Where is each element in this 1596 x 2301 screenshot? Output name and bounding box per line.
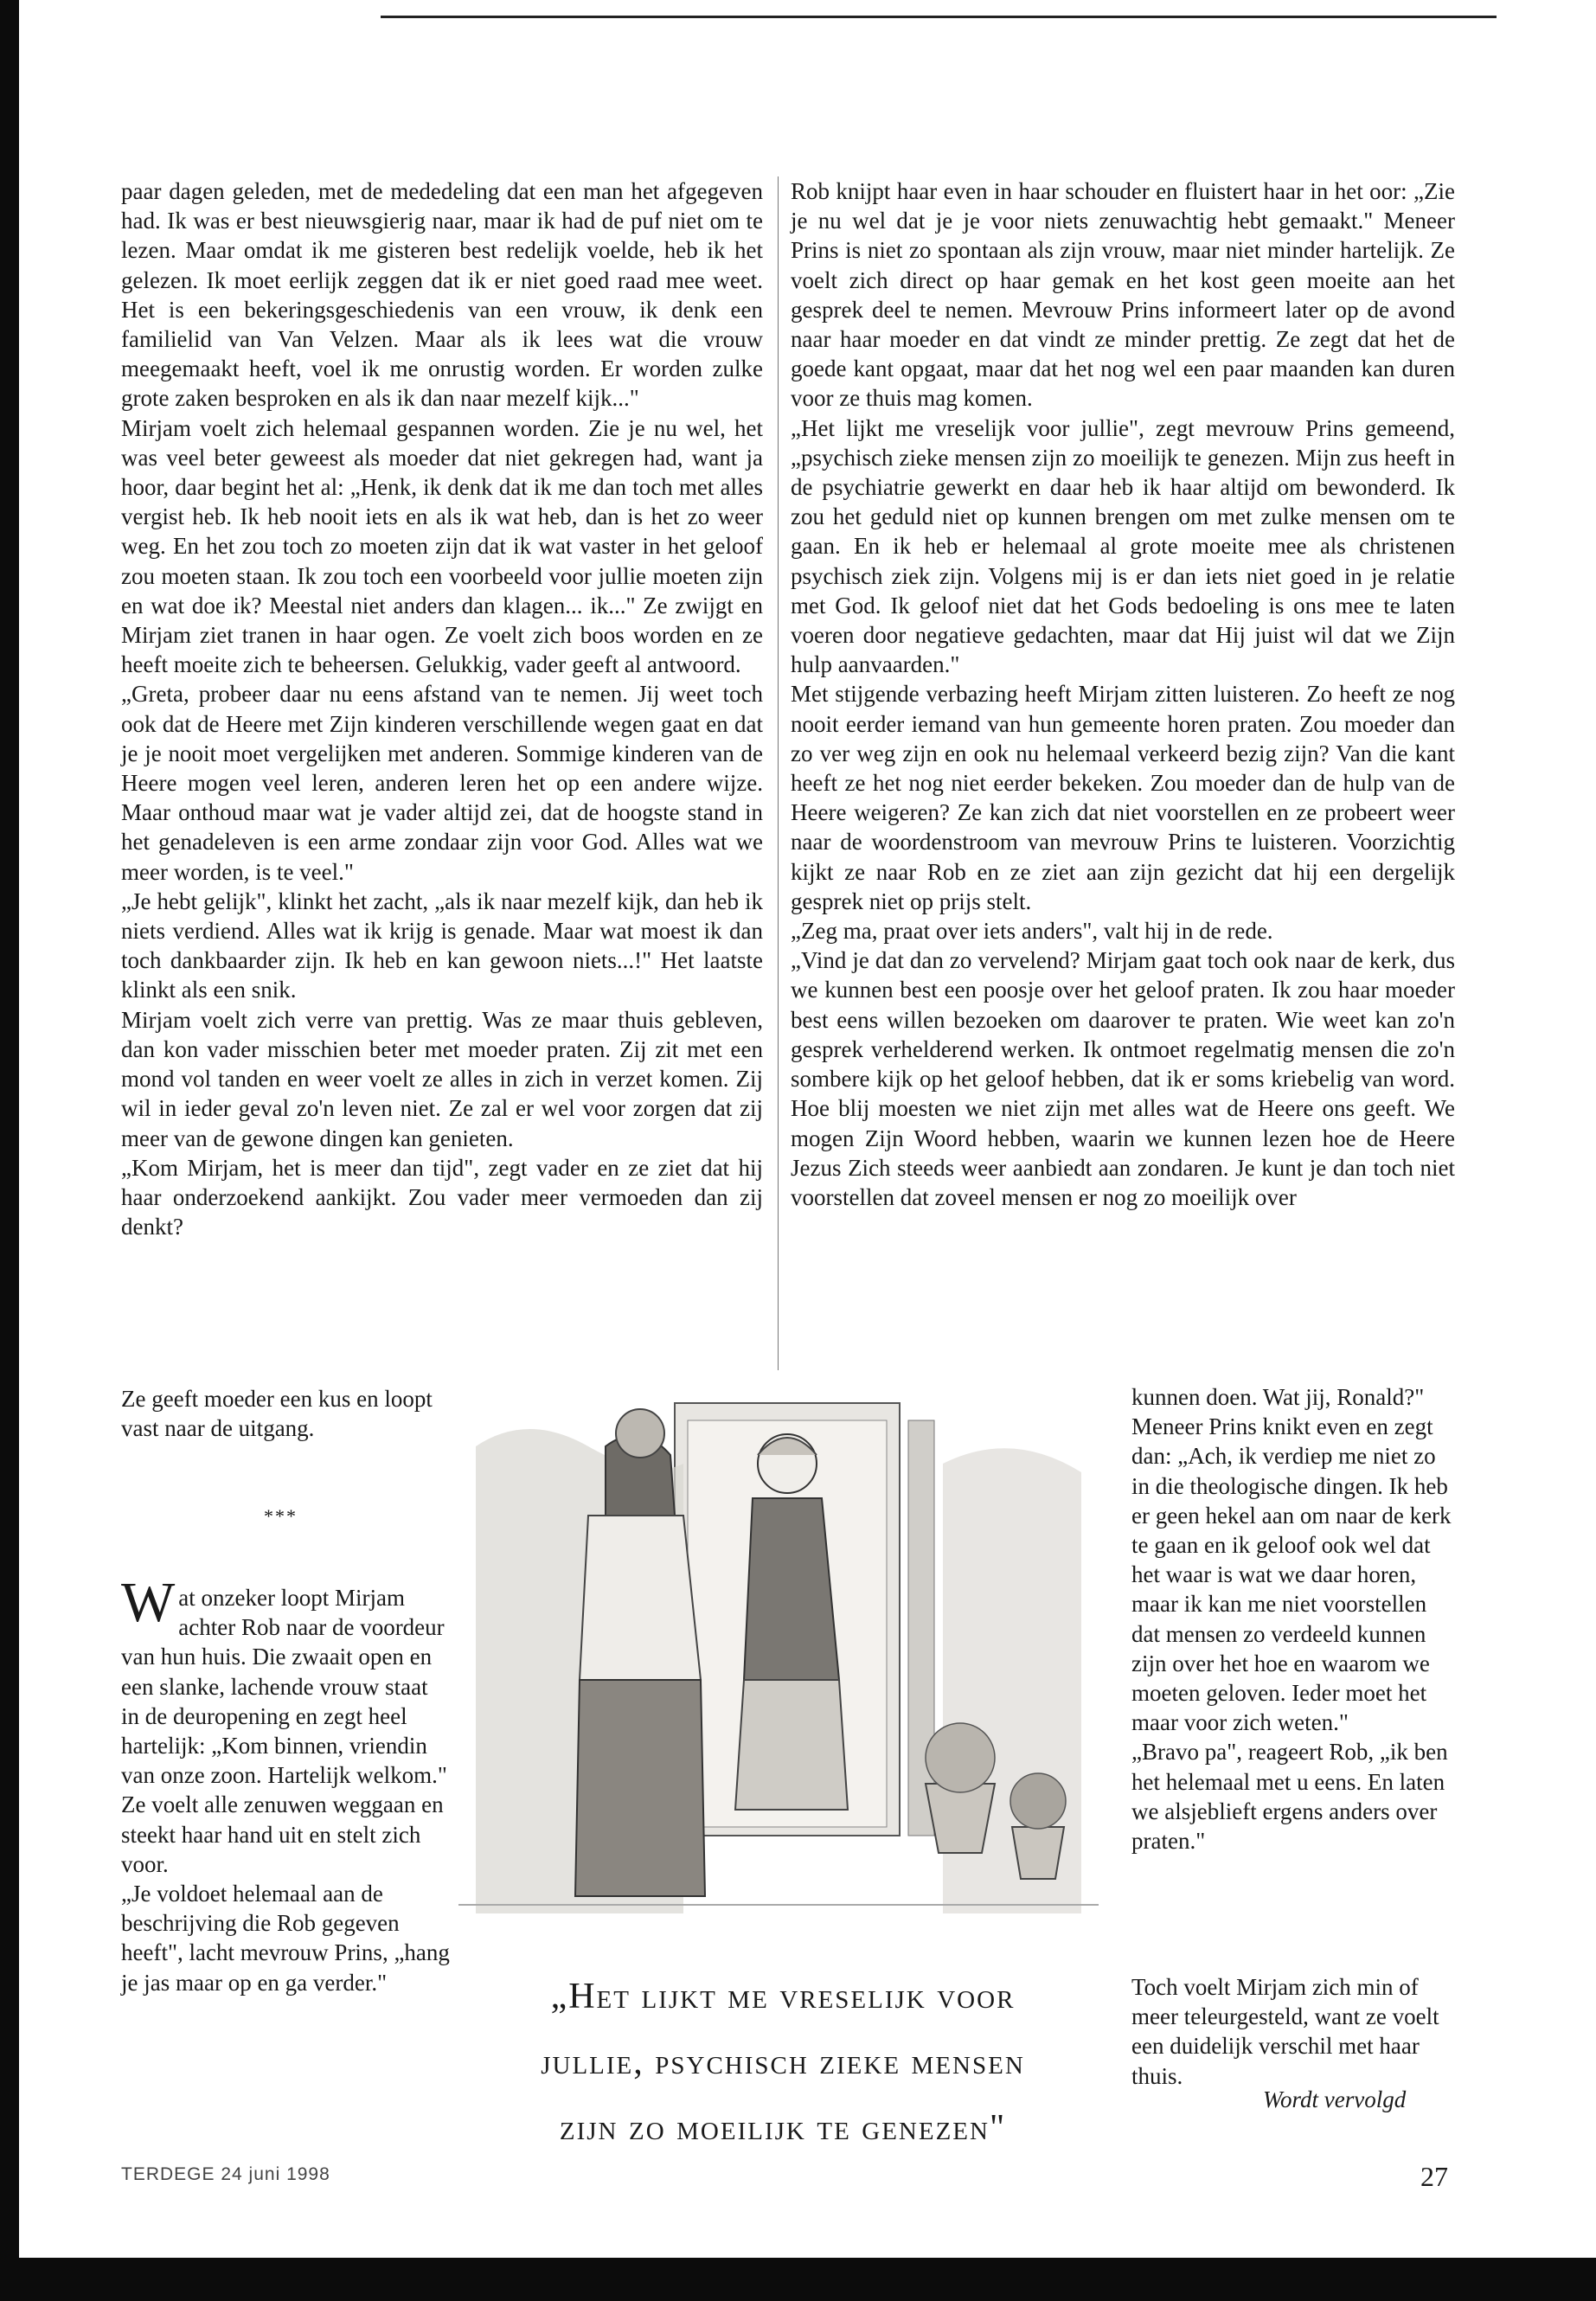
pull-quote-line: „Het lijkt me vreselijk voor [550, 1977, 1016, 2016]
paragraph: Mirjam voelt zich helemaal gespannen worden. Zie je nu wel, het was veel beter geweest als moeder dat niet gekregen had, want ja hoor, daar begint het al: „Henk, ik denk dat ik me dan toch met alles vergist heb. Ik heb nooit iets en als ik wat heb, dan is het zo weer weg. En het zou toch zo moeten zijn dat ik wat vaster in het geloof zou moeten staan. Ik zou toch een voorbeeld voor jullie moeten zijn en wat doe ik? Meestal niet anders dan klagen... ik..." Ze zwijgt en Mirjam ziet tranen in haar ogen. Ze voelt zich boos worden en ze heeft moeite zich te beheersen. Gelukkig, vader geeft al antwoord. [121, 414, 763, 678]
paragraph: „Je hebt gelijk", klinkt het zacht, „als ik naar mezelf kijk, dan heb ik niets verdiend. Alles wat ik krijg is genade. Maar wat moest ik dan toch dankbaarder zijn. Ik heb en kan gewoon niets...!" Het laatste klinkt als een snik. [121, 888, 763, 1003]
column-divider [778, 176, 779, 1370]
right-column [791, 176, 1455, 1212]
continued-note: Wordt vervolgd [1263, 2086, 1407, 2112]
paragraph: Met stijgende verbazing heeft Mirjam zitten luisteren. Zo heeft ze nog nooit eerder iemand van hun gemeente horen praten. Zou moeder dan zo ver weg zijn en ook nu helemaal verkeerd bezig zijn? Van die kant heeft ze het nog niet eerder bekeken. Zou moeder dan de hulp van de Heere weigeren? Ze kan zich dat niet voorstellen en ze probeert weer naar de woordenstroom van mevrouw Prins te luisteren. Voorzichtig kijkt ze naar Rob en ze ziet aan zijn gezicht dat hij een dergelijk gesprek niet op prijs stelt. [791, 681, 1455, 914]
story-section [121, 1571, 450, 1997]
right-column-continuation [1131, 1382, 1458, 1856]
closing-paragraph: Toch voelt Mirjam zich min of meer teleurgesteld, want ze voelt een duidelijk verschil met haar thuis. [1131, 1974, 1439, 2089]
pull-quote-line: zijn zo moeilijk te genezen" [559, 2108, 1007, 2148]
page-number: 27 [1420, 2161, 1448, 2192]
left-column-continuation [121, 1384, 433, 1443]
paragraph: „Greta, probeer daar nu eens afstand van te nemen. Jij weet toch ook dat de Heere met Zijn kinderen verschillende wegen gaat en dat je je nooit moet vergelijken met anderen. Sommige kinderen van de Heere mogen veel leren, anderen leren het op een andere wijze. Maar onthoud maar wat je vader altijd zei, dat de hoogste stand in het genadeleven is een arme zondaar zijn voor God. Alles wat we meer worden, is te veel." [121, 681, 763, 885]
left-column [121, 176, 763, 1241]
paragraph: paar dagen geleden, met de mededeling dat een man het afgegeven had. Ik was er best nieuwsgierig naar, maar ik had de puf niet om te lezen. Maar omdat ik me gisteren best redelijk voelde, heb ik het gelezen. Ik moet eerlijk zeggen dat ik er niet goed raad mee weet. Het is een bekeringsgeschiedenis van een vrouw, ik denk een familielid van Van Velzen. Maar als ik lees wat die vrouw meegemaakt heeft, voel ik me onrustig worden. Er worden zulke grote zaken besproken en als ik dan naar mezelf kijk..." [121, 178, 763, 412]
publication-footer: TERDEGE 24 juni 1998 [121, 2164, 330, 2184]
pull-quote-line: jullie, psychisch zieke mensen [541, 2042, 1025, 2082]
paragraph: kunnen doen. Wat jij, Ronald?" [1131, 1384, 1425, 1410]
paragraph: „Zeg ma, praat over iets anders", valt hij in de rede. [791, 918, 1273, 945]
paragraph: Mirjam voelt zich verre van prettig. Was ze maar thuis gebleven, dan kon vader misschien beter met moeder praten. Zij zit met een mond vol tanden en weer voelt ze alles in zich in verzet komen. Zij wil in ieder geval zo'n leven niet. Ze zal er wel voor zorgen dat zij meer van de gewone dingen kan genieten. [121, 1006, 763, 1151]
drop-cap: W [121, 1571, 176, 1634]
paragraph: „Vind je dat dan zo vervelend? Mirjam gaat toch ook naar de kerk, dus we kunnen best een poosje over het geloof praten. Ik zou haar moeder best eens willen bezoeken om daarover te praten. Wie weet kan zo'n gesprek verhelderend werken. Ik ontmoet regelmatig mensen die zo'n sombere kijk op het geloof hebben, dat ik er soms kriebelig van word. Hoe blij moesten we niet zijn met alles wat de Heere ons geeft. We mogen Zijn Woord hebben, waarin we kunnen lezen hoe de Heere Jezus Zich steeds weer aanbiedt aan zondaren. Je kunt je dan toch niet voorstellen dat zoveel mensen er nog zo moeilijk over [791, 947, 1455, 1210]
scan-edge-bottom [0, 2258, 1596, 2301]
paragraph: „Het lijkt me vreselijk voor jullie", zegt mevrouw Prins gemeend, „psychisch zieke mensen zijn zo moeilijk te genezen. Mijn zus heeft in de psychiatrie gewerkt en daar heb ik haar altijd om bewonderd. Ik zou het geduld niet op kunnen brengen om met zulke mensen om te gaan. En ik heb er helemaal al grote moeite mee als christenen psychisch ziek zijn. Volgens mij is er dan iets niet goed in je relatie met God. Ik geloof niet dat het Gods bedoeling is ons mee te laten voeren door negatieve gedachten, maar dat Hij juist wil dat we Zijn hulp aanvaarden." [791, 414, 1455, 678]
paragraph: „Je voldoet helemaal aan de beschrijving die Rob gegeven heeft", lacht mevrouw Prins, „hang je jas maar op en ga verder." [121, 1881, 450, 1996]
paragraph: Ze voelt alle zenuwen weggaan en steekt haar hand uit en stelt zich voor. [121, 1791, 444, 1877]
illustration-doorway [458, 1394, 1099, 1913]
scan-edge-top [381, 16, 1497, 18]
paragraph: „Kom Mirjam, het is meer dan tijd", zegt vader en ze ziet dat hij haar onderzoekend aankijkt. Zou vader meer vermoeden dan zij denkt? [121, 1154, 763, 1240]
section-separator: *** [264, 1505, 298, 1527]
paragraph: Ze geeft moeder een kus en loopt vast naar de uitgang. [121, 1386, 433, 1442]
scan-edge-left [0, 0, 19, 2301]
paragraph: Meneer Prins knikt even en zegt dan: „Ach, ik verdiep me niet zo in die theologische dingen. Ik heb er geen hekel aan om naar de kerk te gaan en ik geloof ook wel dat het waar is wat we daar horen, maar ik kan me niet voorstellen dat mensen zo verdeeld kunnen zijn over het hoe en waarom we moeten geloven. Ieder moet het maar voor zich weten." [1131, 1413, 1452, 1736]
pull-quote [450, 1964, 1116, 2161]
paragraph: „Bravo pa", reageert Rob, „ik ben het helemaal met u eens. En laten we alsjeblieft ergens anders over praten." [1131, 1739, 1448, 1855]
paragraph: Rob knijpt haar even in haar schouder en fluistert haar in het oor: „Zie je nu wel dat je je voor niets zenuwachtig hebt gemaakt." Meneer Prins is niet zo spontaan als zijn vrouw, maar niet minder hartelijk. Ze voelt zich direct op haar gemak en het kost geen moeite aan het gesprek deel te nemen. Mevrouw Prins informeert later op de avond naar haar moeder en dat vindt ze minder prettig. Ze zegt dat het de goede kant opgaat, maar dat het nog wel een paar maanden kan duren voor ze thuis mag komen. [791, 178, 1455, 412]
paragraph: Wat onzeker loopt Mirjam achter Rob naar de voordeur van hun huis. Die zwaait open en een slanke, lachende vrouw staat in de deuropening en zegt heel hartelijk: „Kom binnen, vriendin van onze zoon. Hartelijk welkom." [121, 1571, 447, 1789]
